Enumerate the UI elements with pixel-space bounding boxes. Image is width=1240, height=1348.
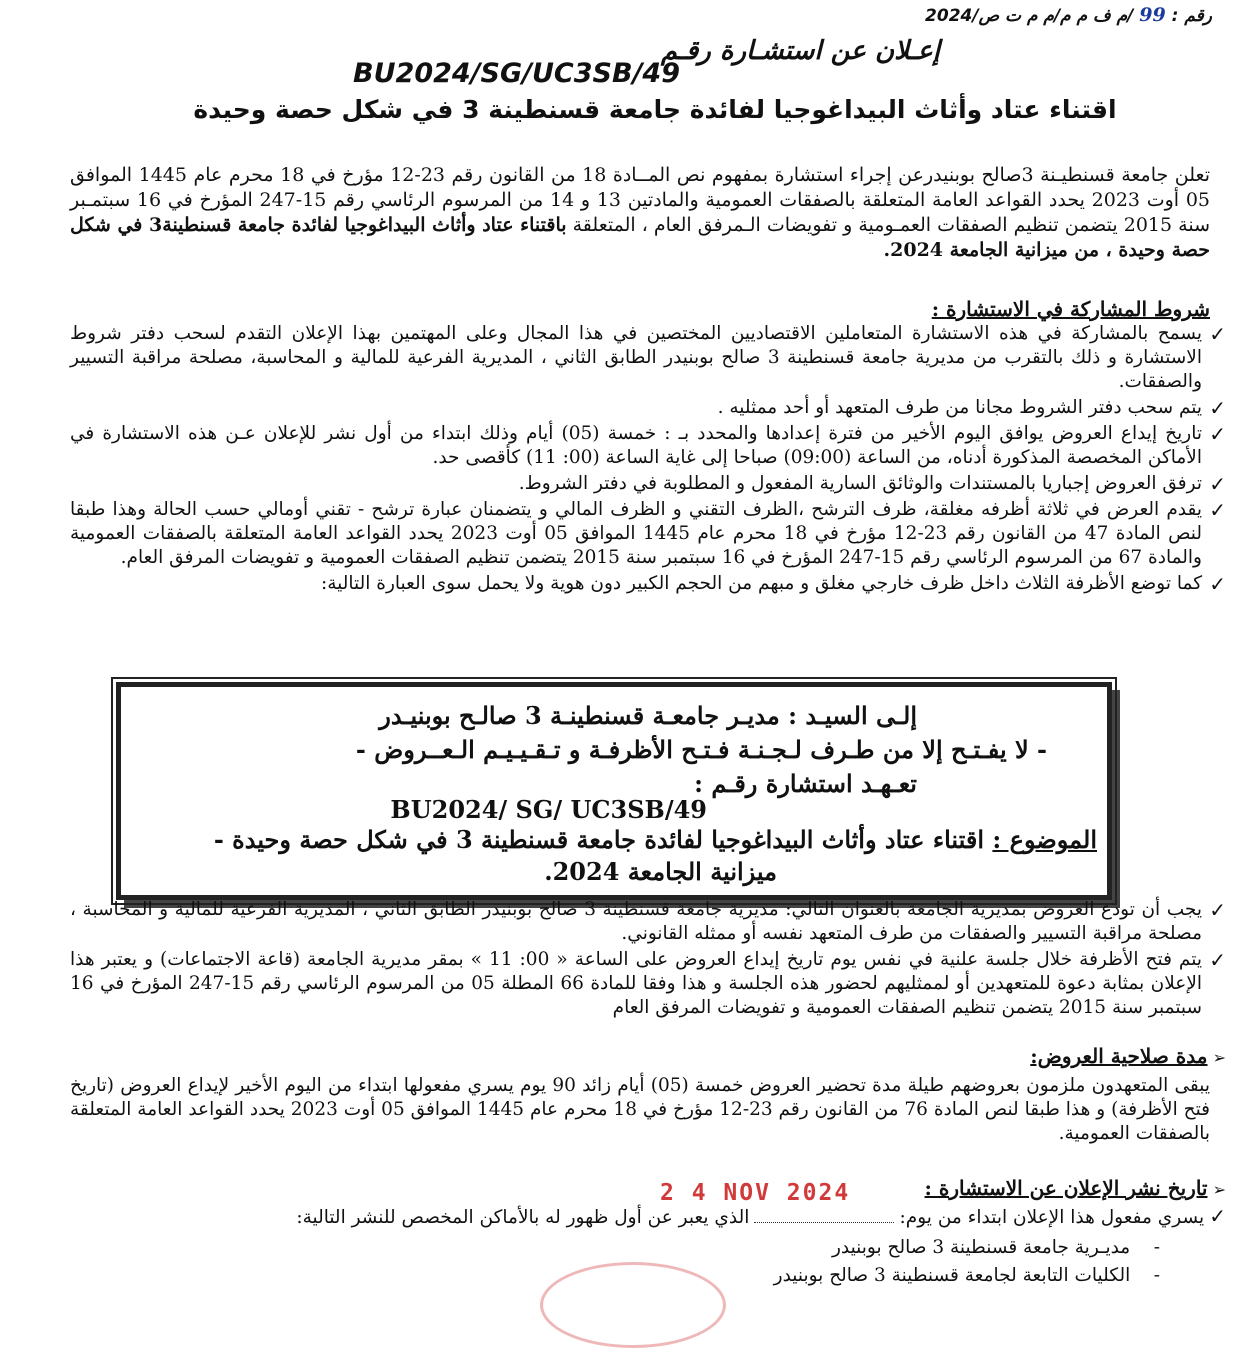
condition-text: يسمح بالمشاركة في هذه الاستشارة المتعاملين الاقتصاديين المختصين في هذا المجال وعلى المهتمين بهذا الإعلان التقدم لسحب دفتر شروط الاستشارة و ذلك بالتقرب من مديرية جامعة قسنطينة 3 صالح بوبنيدر الطابق الثاني ، المديرية الفرعية للمالية و المحاسبة، مصلحة مراقبة التسيير والصفقات. [70, 323, 1202, 392]
ref-code: /م ف م م/م م ت ص/2024 [925, 6, 1134, 26]
validity-heading-row [1030, 1044, 1226, 1068]
official-seal [540, 1262, 726, 1348]
list-item [70, 498, 1226, 570]
place-text: الكليات التابعة لجامعة قسنطينة 3 صالح بوبنيدر [773, 1265, 1131, 1286]
list-item [70, 322, 1226, 394]
condition-text: يقدم العرض في ثلاثة أظرفه مغلقة، ظرف الترشح ،الظرف التقني و الظرف المالي و يتضمنان عبارة ترشح - تقني أومالي حسب الحالة وهذا طبقا لنص المادة 47 من القانون رقم 23-12 مؤرخ في 18 محرم عام 1445 الموافق 05 أوت 2023 يحدد القواعد العامة المتعلقة بالصفقات العمومية والمادة 67 من المرسوم الرئاسي رقم 15-247 المؤرخ في 16 سبتمبر سنة 2015 يتضمن تنظيم الصفقات العمومية و تفويضات المرفق العام. [70, 499, 1203, 568]
condition-text: تاريخ إيداع العروض يوافق اليوم الأخير من فترة إعدادها والمحدد بـ : خمسة (05) أيام وذلك ابتداء من أول نشر للإعلان عـن هذه الاستشارة في الأماكن المخصصة المذكورة أدناه، من الساعة (09:00) صباحا إلى غاية الساعة (00: 11) كأقصى حد. [70, 423, 1202, 468]
place-text: مديـرية جامعة قسنطينة 3 صالح بوبنيدر [831, 1237, 1131, 1258]
box-tender-code: BU2024/ SG/ UC3SB/49 [390, 795, 707, 824]
box-subject-text: اقتناء عتاد وأثاث البيداغوجيا لفائدة جامعة قسنطينة 3 في شكل حصة وحيدة - [213, 825, 985, 854]
check-icon: ✓ [1209, 898, 1226, 922]
submission-list [70, 898, 1226, 1020]
check-icon: ✓ [1209, 1204, 1226, 1228]
condition-text: ترفق العروض إجباريا بالمستندات والوثائق السارية المفعول و المطلوبة في دفتر الشروط. [518, 473, 1202, 494]
list-item: - الكليات التابعة لجامعة قسنطينة 3 صالح بوبنيدر [773, 1265, 1160, 1286]
reference-line [925, 4, 1212, 26]
intro-paragraph [70, 163, 1210, 263]
date-stamp: 2 4 NOV 2024 [660, 1180, 851, 1206]
condition-text: كما توضع الأظرفة الثلاث داخل ظرف خارجي مغلق و مبهم من الحجم الكبير دون هوية ولا يحمل سوى العبارة التالية: [321, 573, 1202, 594]
check-icon: ✓ [1209, 948, 1226, 972]
box-recipient: إلـى السيـد : مديـر جامعـة قسنطينـة 3 صالـح بوبنيـدر [379, 701, 917, 730]
announcement-code: BU2024/SG/UC3SB/49 [353, 58, 680, 89]
check-icon: ✓ [1209, 422, 1226, 446]
box-subject [161, 825, 1097, 854]
list-item [70, 422, 1226, 470]
intro-bold: باقتناء عتاد وأثاث البيداغوجيا لفائدة جامعة قسنطينة3 في شكل حصة وحيدة ، من ميزانية الجامعة 2024. [70, 214, 1210, 261]
publication-line-tail: الذي يعبر عن أول ظهور له بالأماكن المخصص للنشر التالية: [296, 1207, 750, 1228]
publication-places [774, 1236, 1160, 1288]
check-icon: ✓ [1209, 322, 1226, 346]
box-tender-label: تعـهـد استشارة رقـم : [694, 769, 917, 798]
list-item [70, 898, 1226, 946]
submission-text: يتم فتح الأظرفة خلال جلسة علنية في نفس يوم تاريخ إيداع العروض على الساعة « 00: 11 » بمقر مديرية الجامعة (قاعة الاجتماعات) و يعتبر هذا الإعلان بمثابة دعوة للمتعهدين أو لممثليهم لحضور هذه الجلسة و هذا وفقا للمادة 66 المطلة 05 من المرسوم الرئاسي رقم 15-247 المؤرخ في 16 سبتمبر سنة 2015 يتضمن تنظيم الصفقات العمومية و تفويضات المرفق العام [70, 949, 1203, 1018]
list-item: - مديـرية جامعة قسنطينة 3 صالح بوبنيدر [831, 1237, 1160, 1258]
publication-heading-row [925, 1176, 1226, 1200]
ref-label: رقم : [1171, 6, 1212, 26]
ref-number: 99 [1139, 4, 1166, 26]
list-item [70, 572, 1226, 596]
list-item [70, 472, 1226, 496]
publication-line-text: يسري مفعول هذا الإعلان ابتداء من يوم: [899, 1207, 1205, 1228]
check-icon: ✓ [1209, 498, 1226, 522]
submission-text: يجب أن تودع العروض بمديرية الجامعة بالعنوان التالي: مديرية جامعة قسنطينة 3 صالح بوبنيدر الطابق الثاني ، المديرية الفرعية للمالية و المحاسبة ، مصلحة مراقبة التسيير والصفقات من طرف المتعهد نفسه أو ممثله القانوني. [70, 899, 1202, 944]
publication-line [110, 1206, 1226, 1230]
publication-heading: تاريخ نشر الإعلان عن الاستشارة : [924, 1176, 1208, 1200]
box-warning: - لا يفـتـح إلا من طـرف لـجـنـة فـتـح الأظرفـة و تـقـيـيـم الـعــروض - [355, 735, 1047, 764]
list-item [70, 948, 1226, 1020]
envelope-box [116, 682, 1112, 900]
announcement-subject: اقتناء عتاد وأثاث البيداغوجيا لفائدة جامعة قسنطينة 3 في شكل حصة وحيدة [193, 95, 1117, 124]
intro-text: تعلن جامعة قسنطيـنة 3صالح بوبنيدرعن إجراء استشارة بمفهوم نص المــادة 18 من القانون رقم 23-12 مؤرخ في 18 محرم عام 1445 الموافق 05 أوت 2023 يحدد القواعد العامة المتعلقة بالصفقات العمومية والمادتين 13 و 14 من المرسوم الرئاسي رقم 15-247 المؤرخ في 16 سبتمـبر سنة 2015 يتضمن تنظيم الصفقات العمـومية و تفويضات الـمرفق العام ، المتعلقة [70, 164, 1211, 236]
check-icon: ✓ [1209, 396, 1226, 420]
condition-text: يتم سحب دفتر الشروط مجانا من طرف المتعهد أو أحد ممثليه . [717, 397, 1202, 418]
box-subject-label: الموضوع : [992, 825, 1097, 854]
conditions-list [70, 322, 1226, 596]
box-budget: ميزانية الجامعة 2024. [544, 857, 777, 886]
validity-heading: مدة صلاحية العروض: [1030, 1044, 1208, 1068]
list-item [70, 396, 1226, 420]
date-blank [754, 1222, 894, 1223]
conditions-heading: شروط المشاركة في الاستشارة : [931, 297, 1210, 321]
check-icon: ✓ [1209, 472, 1226, 496]
announcement-title: إعـلان عن استشـارة رقـم [660, 36, 940, 66]
arrow-marker-icon: ➢ [1212, 1048, 1226, 1067]
arrow-marker-icon: ➢ [1212, 1180, 1226, 1199]
check-icon: ✓ [1209, 572, 1226, 596]
validity-text: يبقى المتعهدون ملزمون بعروضهم طيلة مدة تحضير العروض خمسة (05) أيام زائد 90 يوم يسري مفعولها ابتداء من اليوم الأخير لإيداع العروض (تاريخ فتح الأظرفة) و هذا طبقا لنص المادة 76 من القانون رقم 23-12 مؤرخ في 18 محرم عام 1445 الموافق 05 أوت 2023 يحدد القواعد العامة المتعلقة بالصفقات العمومية. [70, 1075, 1210, 1144]
